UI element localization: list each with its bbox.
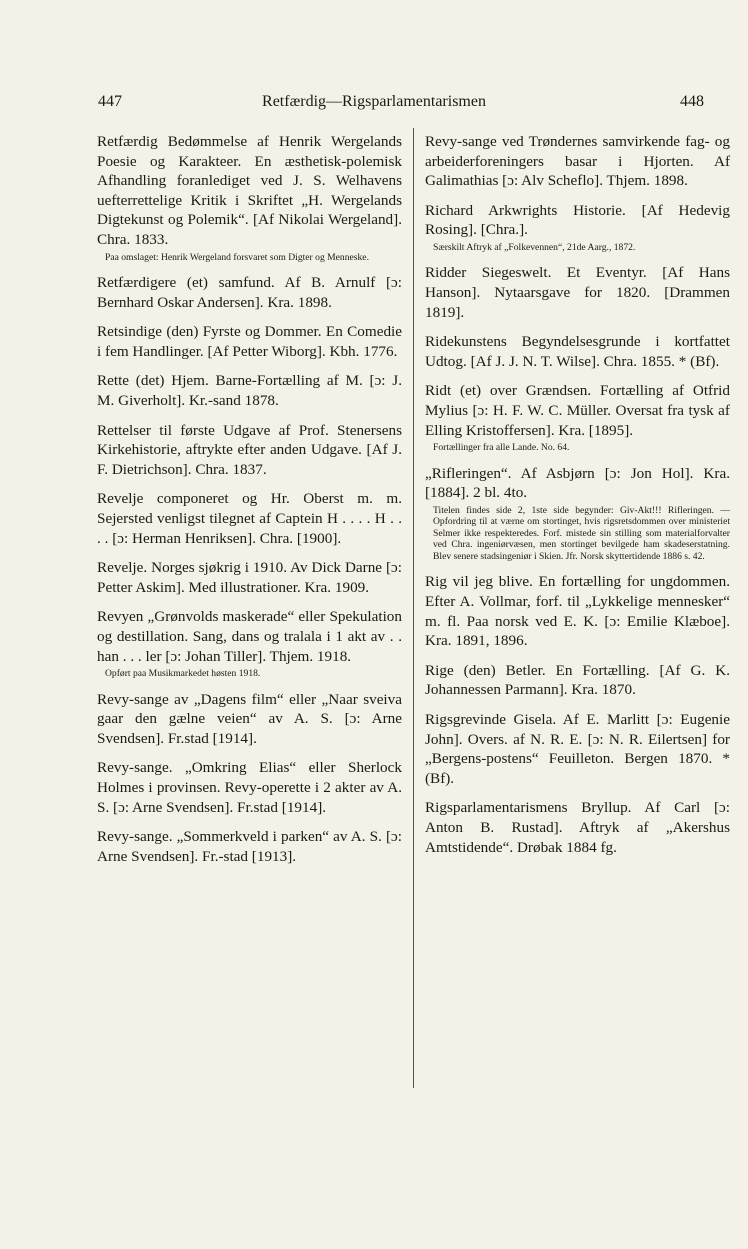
entry-note: Paa omslaget: Henrik Wergeland forsvaret som Digter og Menneske. — [105, 251, 369, 263]
column-divider — [413, 128, 414, 1088]
running-title: Retfærdig—Rigsparlamentarismen — [262, 93, 486, 110]
entry-text: Revelje. Norges sjøkrig i 1910. Av Dick Darne [ɔ: Petter Askim]. Med illustrationer. Kra. 1909. — [97, 559, 402, 596]
entry-note: Opført paa Musikmarkedet høsten 1918. — [105, 668, 261, 680]
bibliography-entry — [97, 558, 402, 597]
bibliography-entry — [97, 827, 402, 866]
entry-text: Revy-sange av „Dagens film“ eller „Naar sveiva gaar den gælne veien“ av A. S. [ɔ: Arne Svendsen]. Fr.stad [1914]. — [97, 690, 402, 747]
bibliography-entry — [425, 798, 730, 857]
entry-text: Revelje componeret og Hr. Oberst m. m. Sejersted venligst tilegnet af Captein H . . . . H . . . . [ɔ: Herman Henriksen]. Chra. [1900]. — [97, 490, 402, 547]
entry-text: Rigsgrevinde Gisela. Af E. Marlitt [ɔ: Eugenie John]. Overs. af N. R. E. [ɔ: N. R. Eilertsen] for „Bergens-postens“ Feuilleton. Bergen 1870. * (Bf). — [425, 710, 730, 787]
entry-text: Ridekunstens Begyndelsesgrunde i kortfattet Udtog. [Af J. J. N. T. Wilse]. Chra. 1855. * (Bf). — [425, 333, 730, 370]
bibliography-entry — [97, 690, 402, 749]
entry-text: Revyen „Grønvolds maskerade“ eller Spekulation og destillation. Sang, dans og tralala i 1 akt av . . han . . . ler [ɔ: Johan Tiller]. Thjem. 1918. — [97, 608, 402, 665]
entry-text: Revy-sange. „Omkring Elias“ eller Sherlock Holmes i provinsen. Revy-operette i 2 akter av A. S. [ɔ: Arne Svendsen]. Fr.stad [1914]. — [97, 759, 402, 816]
entry-text: Rette (det) Hjem. Barne-Fortælling af M. [ɔ: J. M. Giverholt]. Kr.-sand 1878. — [97, 372, 402, 410]
bibliography-entry — [425, 381, 730, 453]
bibliography-entry — [97, 132, 402, 263]
page-number-right: 448 — [680, 93, 704, 110]
entry-text: Ridder Siegeswelt. Et Eventyr. [Af Hans Hanson]. Nytaarsgave for 1820. [Drammen 1819]. — [425, 264, 730, 321]
entry-text: „Rifleringen“. Af Asbjørn [ɔ: Jon Hol]. Kra. [1884]. 2 bl. 4to. — [425, 464, 730, 502]
entry-note: Særskilt Aftryk af „Folkevennen“, 21de Aarg., 1872. — [433, 241, 636, 253]
bibliography-entry — [425, 132, 730, 191]
entry-note: Titelen findes side 2, 1ste side begynder: Giv-Akt!!! Rifleringen. — Opfordring til at værne om stortinget, hvis rigsretsdommen over ministeriet Selmer ikke respekteredes. Forf. mistede sin stilling som materialforvalter ved Chra. ingeniørvæsen, men stortinget bevilgede ham skadeserstatning. Blev senere stadsingeniør i Skien. Jfr. Norsk skyttertidende 1886 s. 42. — [433, 504, 730, 562]
bibliography-entry — [97, 371, 402, 410]
entry-text: Rigsparlamentarismens Bryllup. Af Carl [ɔ: Anton B. Rustad]. Aftryk af „Akershus Amtstidende“. Drøbak 1884 fg. — [425, 799, 730, 856]
entry-text: Revy-sange ved Trøndernes samvirkende fag- og arbeiderforeningers basar i Hjorten. Af Galimathias [ɔ: Alv Scheflo]. Thjem. 1898. — [425, 133, 730, 190]
entry-text: Retfærdigere (et) samfund. Af B. Arnulf [ɔ: Bernhard Oskar Andersen]. Kra. 1898. — [97, 274, 402, 311]
bibliography-entry — [97, 421, 402, 480]
entry-text: Revy-sange. „Sommerkveld i parken“ av A. S. [ɔ: Arne Svendsen]. Fr.-stad [1913]. — [97, 828, 402, 865]
bibliography-entry — [425, 710, 730, 788]
bibliography-entry — [425, 661, 730, 700]
bibliography-entry — [425, 201, 730, 254]
bibliography-entry — [97, 273, 402, 312]
bibliography-entry — [425, 263, 730, 322]
entry-text: Rettelser til første Udgave af Prof. Stenersens Kirkehistorie, aftrykte efter anden Udgave. [Af J. F. Dietrichson]. Chra. 1837. — [97, 421, 402, 478]
entry-text: Ridt (et) over Grændsen. Fortælling af Otfrid Mylius [ɔ: H. F. W. C. Müller. Oversat fra tysk af Elling Kristoffersen]. Kra. [1895]. — [425, 382, 730, 439]
entry-text: Rige (den) Betler. En Fortælling. [Af G. K. Johannessen Parmann]. Kra. 1870. — [425, 661, 730, 699]
bibliography-entry — [97, 489, 402, 548]
page-number-left: 447 — [98, 93, 122, 110]
bibliography-entry — [97, 322, 402, 361]
right-column — [425, 132, 730, 867]
entry-text: Richard Arkwrights Historie. [Af Hedevig Rosing]. [Chra.]. — [425, 201, 730, 239]
page-header — [0, 93, 748, 117]
bibliography-entry — [425, 332, 730, 371]
entry-note: Fortællinger fra alle Lande. No. 64. — [433, 442, 570, 454]
bibliography-entry — [97, 607, 402, 679]
bibliography-entry — [425, 464, 730, 563]
entry-text: Rig vil jeg blive. En fortælling for ungdommen. Efter A. Vollmar, forf. til „Lykkelige mennesker“ m. fl. Paa norsk ved E. K. [ɔ: Emilie Klæboe]. Kra. 1891, 1896. — [425, 573, 730, 650]
entry-text: Retsindige (den) Fyrste og Dommer. En Comedie i fem Handlinger. [Af Petter Wiborg]. Kbh. 1776. — [97, 323, 402, 360]
bibliography-entry — [425, 572, 730, 650]
bibliography-entry — [97, 758, 402, 817]
entry-text: Retfærdig Bedømmelse af Henrik Wergelands Poesie og Karakteer. En æsthetisk-polemisk Afhandling foranlediget ved J. S. Welhavens uefterrettelige Kritik i Skriftet „H. Wergelands Digtekunst og Polemik“. [Af Nikolai Wergeland]. Chra. 1833. — [97, 133, 402, 248]
left-column — [97, 132, 402, 876]
